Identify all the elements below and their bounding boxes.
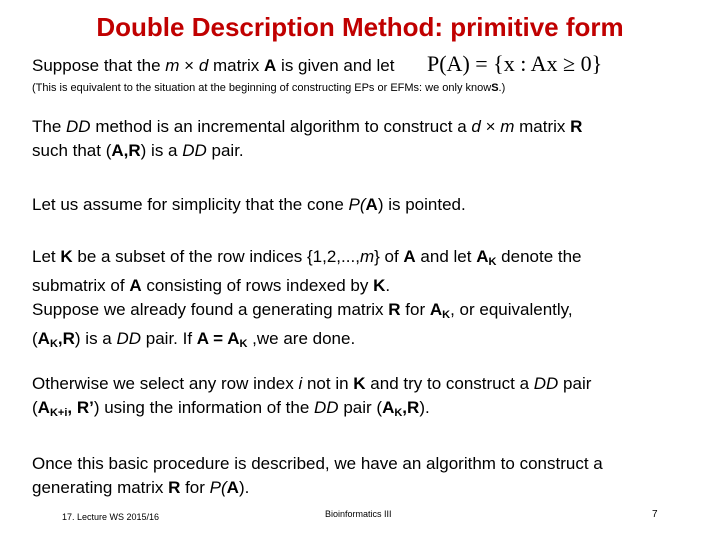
note-text: (This is equivalent to the situation at the beginning of constructing EPs or EFMs: we only know [32,82,492,94]
var-d: d [198,56,209,75]
var-m: m [165,56,180,75]
note-text: .) [498,82,506,94]
paragraph-row-index: Otherwise we select any row index i not in K and try to construct a DD pair ($A_{K+i}$, R’) using the information of the DD pair $(A_K,R)$. [32,374,592,419]
footer-course: Bioinformatics III [325,509,392,519]
intro-text: Suppose that the [32,56,166,75]
cone-formula: P(A) = {x : Ax ≥ 0} [427,51,603,76]
paragraph-procedure: Once this basic procedure is described, we have an algorithm to construct a generating matrix R for P(A). [32,454,603,497]
slide-title: Double Description Method: primitive form [96,12,624,42]
matrix-A: A [264,56,277,75]
intro-text: matrix [208,56,265,75]
paragraph-dd-method: The DD method is an incremental algorithm to construct a d × m matrix R such that (A,R) is a DD pair. [32,117,583,160]
footer-lecture: 17. Lecture WS 2015/16 [62,512,160,522]
intro-line [32,56,394,76]
note [32,82,505,94]
intro-text: is given and let [276,56,395,75]
times-sign: × [179,56,199,75]
paragraph-pointed-cone: Let us assume for simplicity that the cone P(A) is pointed. [32,195,466,214]
paragraph-subset-K: Let K be a subset of the row indices {1,2,...,m} of A and let $A_K$ denote the submatrix of A consisting of rows indexed by K. Suppose we already found a generating matrix R for $A_K$, or equivalently, $(A_K,R)$ is a DD pair. If $A = A_K$ ,we are done. [32,247,582,350]
matrix-S: S [491,82,499,94]
page-number: 7 [652,509,658,520]
